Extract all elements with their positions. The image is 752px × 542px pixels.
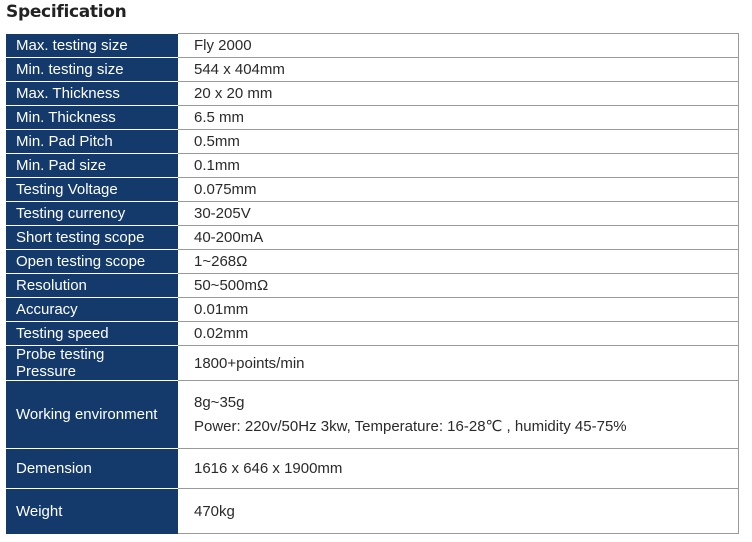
page-title: Specification — [6, 2, 127, 22]
table-row — [6, 381, 739, 449]
table-row — [6, 106, 739, 130]
row-value — [178, 381, 739, 449]
row-label: Weight — [6, 489, 178, 534]
row-label: Testing speed — [6, 322, 178, 346]
row-label: Open testing scope — [6, 250, 178, 274]
row-value: 30-205V — [178, 202, 739, 226]
table-row — [6, 82, 739, 106]
row-value: 0.02mm — [178, 322, 739, 346]
row-label: Short testing scope — [6, 226, 178, 250]
row-label: Demension — [6, 449, 178, 489]
row-label: Testing Voltage — [6, 178, 178, 202]
table-row — [6, 34, 739, 58]
table-row — [6, 58, 739, 82]
row-value: 50~500mΩ — [178, 274, 739, 298]
row-label: Min. testing size — [6, 58, 178, 82]
table-row — [6, 274, 739, 298]
table-row — [6, 250, 739, 274]
table-row — [6, 130, 739, 154]
table-row — [6, 154, 739, 178]
row-value: 1616 x 646 x 1900mm — [178, 449, 739, 489]
row-value: 0.075mm — [178, 178, 739, 202]
row-value: 544 x 404mm — [178, 58, 739, 82]
row-value: 0.1mm — [178, 154, 739, 178]
row-label: Max. Thickness — [6, 82, 178, 106]
table-row — [6, 202, 739, 226]
table-row — [6, 178, 739, 202]
row-value: 0.5mm — [178, 130, 739, 154]
row-value: 20 x 20 mm — [178, 82, 739, 106]
value-line: 8g~35g — [194, 393, 245, 411]
row-label: Min. Thickness — [6, 106, 178, 130]
table-row — [6, 226, 739, 250]
row-value: Fly 2000 — [178, 34, 739, 58]
row-label: Working environment — [6, 381, 178, 449]
table-row — [6, 346, 739, 381]
specification-table — [6, 33, 739, 534]
row-label: Min. Pad size — [6, 154, 178, 178]
value-line: Power: 220v/50Hz 3kw, Temperature: 16-28℃ , humidity 45-75% — [194, 417, 627, 435]
row-label: Testing currency — [6, 202, 178, 226]
row-value: 1~268Ω — [178, 250, 739, 274]
row-label: Min. Pad Pitch — [6, 130, 178, 154]
row-label: Probe testing Pressure — [6, 346, 178, 381]
row-label: Resolution — [6, 274, 178, 298]
table-row — [6, 322, 739, 346]
row-value: 470kg — [178, 489, 739, 534]
table-row — [6, 298, 739, 322]
table-row — [6, 489, 739, 534]
row-value: 1800+points/min — [178, 346, 739, 381]
row-value: 40-200mA — [178, 226, 739, 250]
table-row — [6, 449, 739, 489]
row-label: Accuracy — [6, 298, 178, 322]
row-label: Max. testing size — [6, 34, 178, 58]
row-value: 6.5 mm — [178, 106, 739, 130]
row-value: 0.01mm — [178, 298, 739, 322]
